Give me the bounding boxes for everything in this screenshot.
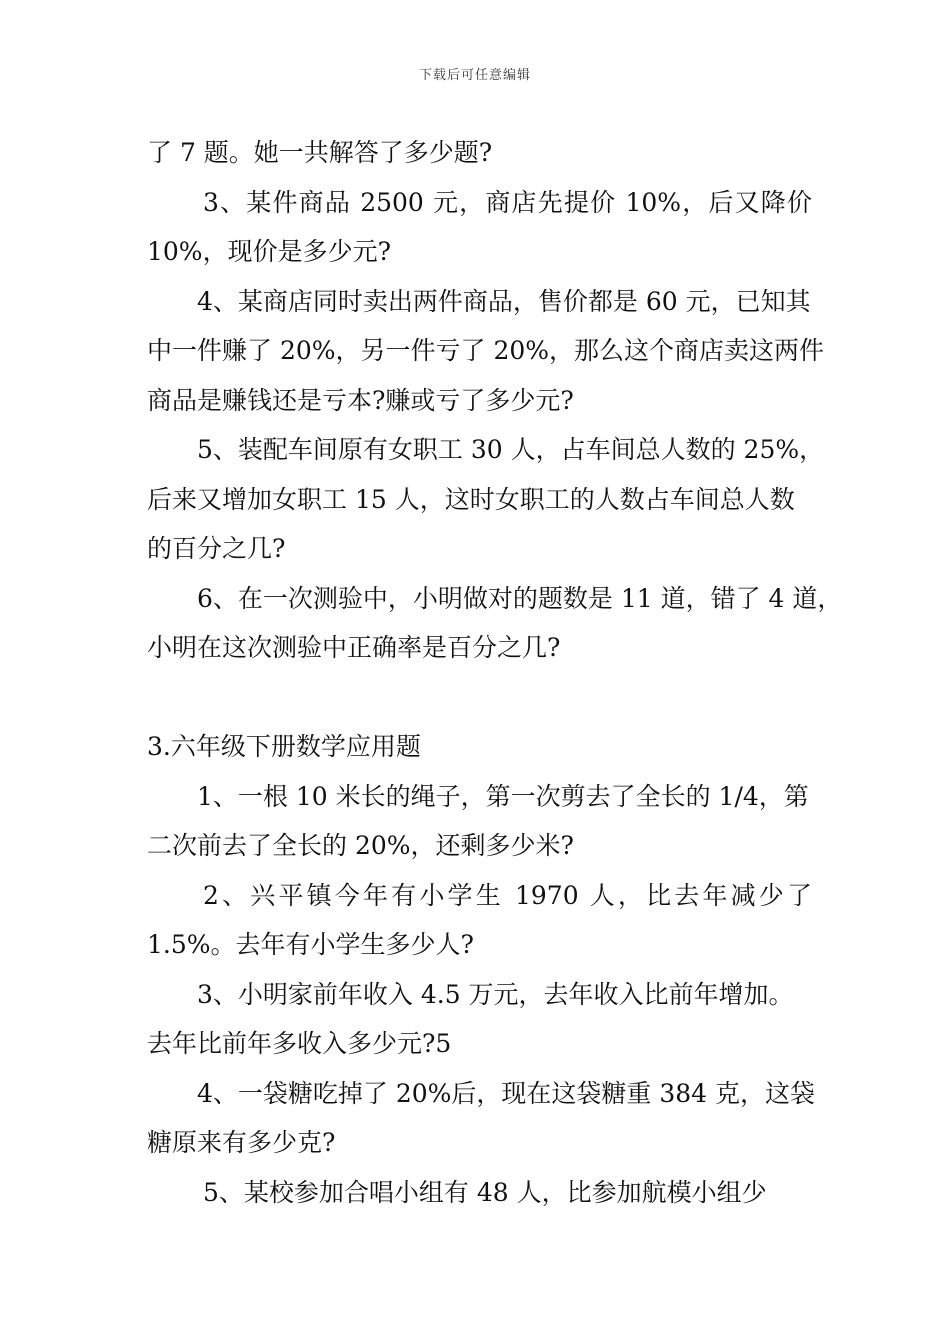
text-line: 小明在这次测验中正确率是百分之几? (147, 633, 561, 662)
text-line: 1.5%。去年有小学生多少人? (147, 930, 474, 959)
section-heading: 3.六年级下册数学应用题 (147, 732, 421, 761)
text-line: 二次前去了全长的 20%，还剩多少米? (147, 831, 574, 860)
question-2-line-1: 2、兴平镇今年有小学生 1970 人，比去年减少了 (203, 880, 812, 910)
document-body (147, 128, 843, 1217)
text-line: 商品是赚钱还是亏本?赚或亏了多少元? (147, 385, 574, 415)
page-header: 下载后可任意编辑 (418, 68, 531, 83)
text-line: 糖原来有多少克? (147, 1128, 336, 1157)
text-line: 10%，现价是多少元? (147, 237, 391, 266)
question-1-line-1: 1、一根 10 米长的绳子，第一次剪去了全长的 1/4，第 (197, 781, 809, 811)
blank-line (147, 673, 812, 723)
question-4b-line-1: 4、一袋糖吃掉了 20%后，现在这袋糖重 384 克，这袋 (197, 1078, 816, 1108)
question-3b-line-1: 3、小明家前年收入 4.5 万元，去年收入比前年增加。 (197, 979, 794, 1009)
question-6-line-1: 6、在一次测验中，小明做对的题数是 11 道，错了 4 道， (197, 583, 843, 613)
text-line: 中一件赚了 20%，另一件亏了 20%，那么这个商店卖这两件 (147, 336, 825, 365)
question-3-line-1: 3、某件商品 2500 元，商店先提价 10%，后又降价 (203, 187, 812, 217)
text-line: 去年比前年多收入多少元?5 (147, 1029, 452, 1058)
question-4-line-1: 4、某商店同时卖出两件商品，售价都是 60 元，已知其 (197, 286, 811, 316)
text-line: 的百分之几? (147, 534, 286, 563)
text-line: 后来又增加女职工 15 人，这时女职工的人数占车间总人数 (147, 484, 795, 514)
text-line: 了 7 题。她一共解答了多少题? (147, 138, 493, 167)
question-5b-line-1: 5、某校参加合唱小组有 48 人，比参加航模小组少 (203, 1177, 767, 1207)
question-5-line-1: 5、装配车间原有女职工 30 人，占车间总人数的 25%， (197, 435, 825, 464)
